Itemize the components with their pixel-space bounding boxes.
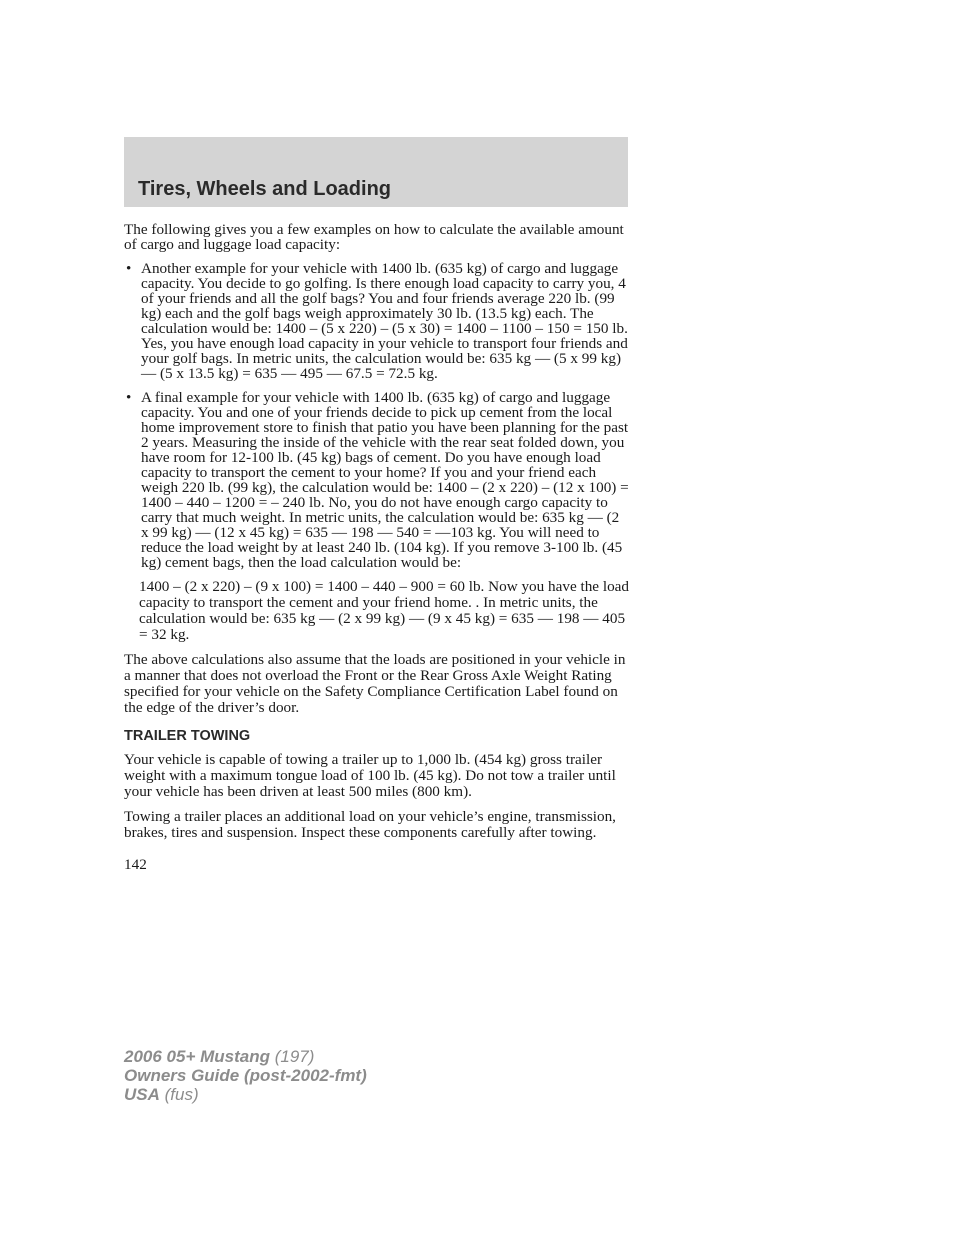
footer-line-guide: Owners Guide (post-2002-fmt) [124, 1066, 367, 1085]
list-item [124, 390, 630, 570]
list-item-text: Another example for your vehicle with 1400 lb. (635 kg) of cargo and luggage capacity. You decide to go golfing. Is there enough load capacity to carry you, 4 of your friends and all the golf bags? You and four friends average 220 lb. (99 kg) each and the golf bags weigh approximately 30 lb. (13.5 kg) each. The calculation would be: 1400 – (5 x 220) – (5 x 30) = 1400 – 1100 – 150 = 150 lb. Yes, you have enough load capacity in your vehicle to transport four friends and your golf bags. In metric units, the calculation would be: 635 kg — (5 x 99 kg) — (5 x 13.5 kg) = 635 — 495 — 67.5 = 72.5 kg. [141, 260, 628, 382]
indented-calculation: 1400 – (2 x 220) – (9 x 100) = 1400 – 440 – 900 = 60 lb. Now you have the load capacity to transport the cement and your friend home. . In metric units, the calculation would be: 635 kg — (2 x 99 kg) — (9 x 45 kg) = 635 — 198 — 405 = 32 kg. [139, 578, 629, 643]
intro-paragraph: The following gives you a few examples on how to calculate the available amount of cargo and luggage load capacity: [124, 221, 624, 253]
bullet-icon: • [126, 389, 132, 406]
load-position-paragraph: The above calculations also assume that the loads are positioned in your vehicle in a manner that does not overload the Front or the Rear Gross Axle Weight Rating specified for your vehicle on the Safety Compliance Certification Label found on the edge of the driver’s door. [124, 651, 626, 716]
example-list [124, 261, 630, 570]
footer-line-model: 2006 05+ Mustang (197) [124, 1047, 315, 1066]
document-footer [124, 1047, 367, 1104]
trailer-paragraph-1: Your vehicle is capable of towing a trailer up to 1,000 lb. (454 kg) gross trailer weight with a maximum tongue load of 100 lb. (45 kg). Do not tow a trailer until your vehicle has been driven at least 500 miles (800 km). [124, 751, 616, 800]
page-content [124, 222, 630, 872]
section-title: Tires, Wheels and Loading [138, 178, 392, 200]
list-item-text: A final example for your vehicle with 1400 lb. (635 kg) of cargo and luggage capacity. You and one of your friends decide to pick up cement from the local home improvement store to finish that patio you have been planning for the past 2 years. Measuring the inside of the vehicle with the rear seat folded down, you have room for 12-100 lb. (45 kg) bags of cement. Do you have enough load capacity to transport the cement to your home? If you and your friend each weigh 220 lb. (99 kg), the calculation would be: 1400 – (2 x 220) – (12 x 100) = 1400 – 440 – 1200 = – 240 lb. No, you do not have enough cargo capacity to carry that much weight. In metric units, the calculation would be: 635 kg — (2 x 99 kg) — (12 x 45 kg) = 635 — 198 — 540 = —103 kg. You will need to reduce the load weight by at least 240 lb. (104 kg). If you remove 3-100 lb. (45 kg) cement bags, then the load calculation would be: [141, 389, 629, 571]
list-item [124, 261, 630, 381]
trailer-paragraph-2: Towing a trailer places an additional load on your vehicle’s engine, transmission, brakes, tires and suspension. Inspect these components carefully after towing. [124, 808, 616, 841]
section-header-band [124, 137, 628, 207]
trailer-towing-heading: TRAILER TOWING [124, 728, 251, 744]
footer-line-market: USA (fus) [124, 1085, 199, 1104]
bullet-icon: • [126, 260, 132, 277]
page-number: 142 [124, 856, 147, 873]
